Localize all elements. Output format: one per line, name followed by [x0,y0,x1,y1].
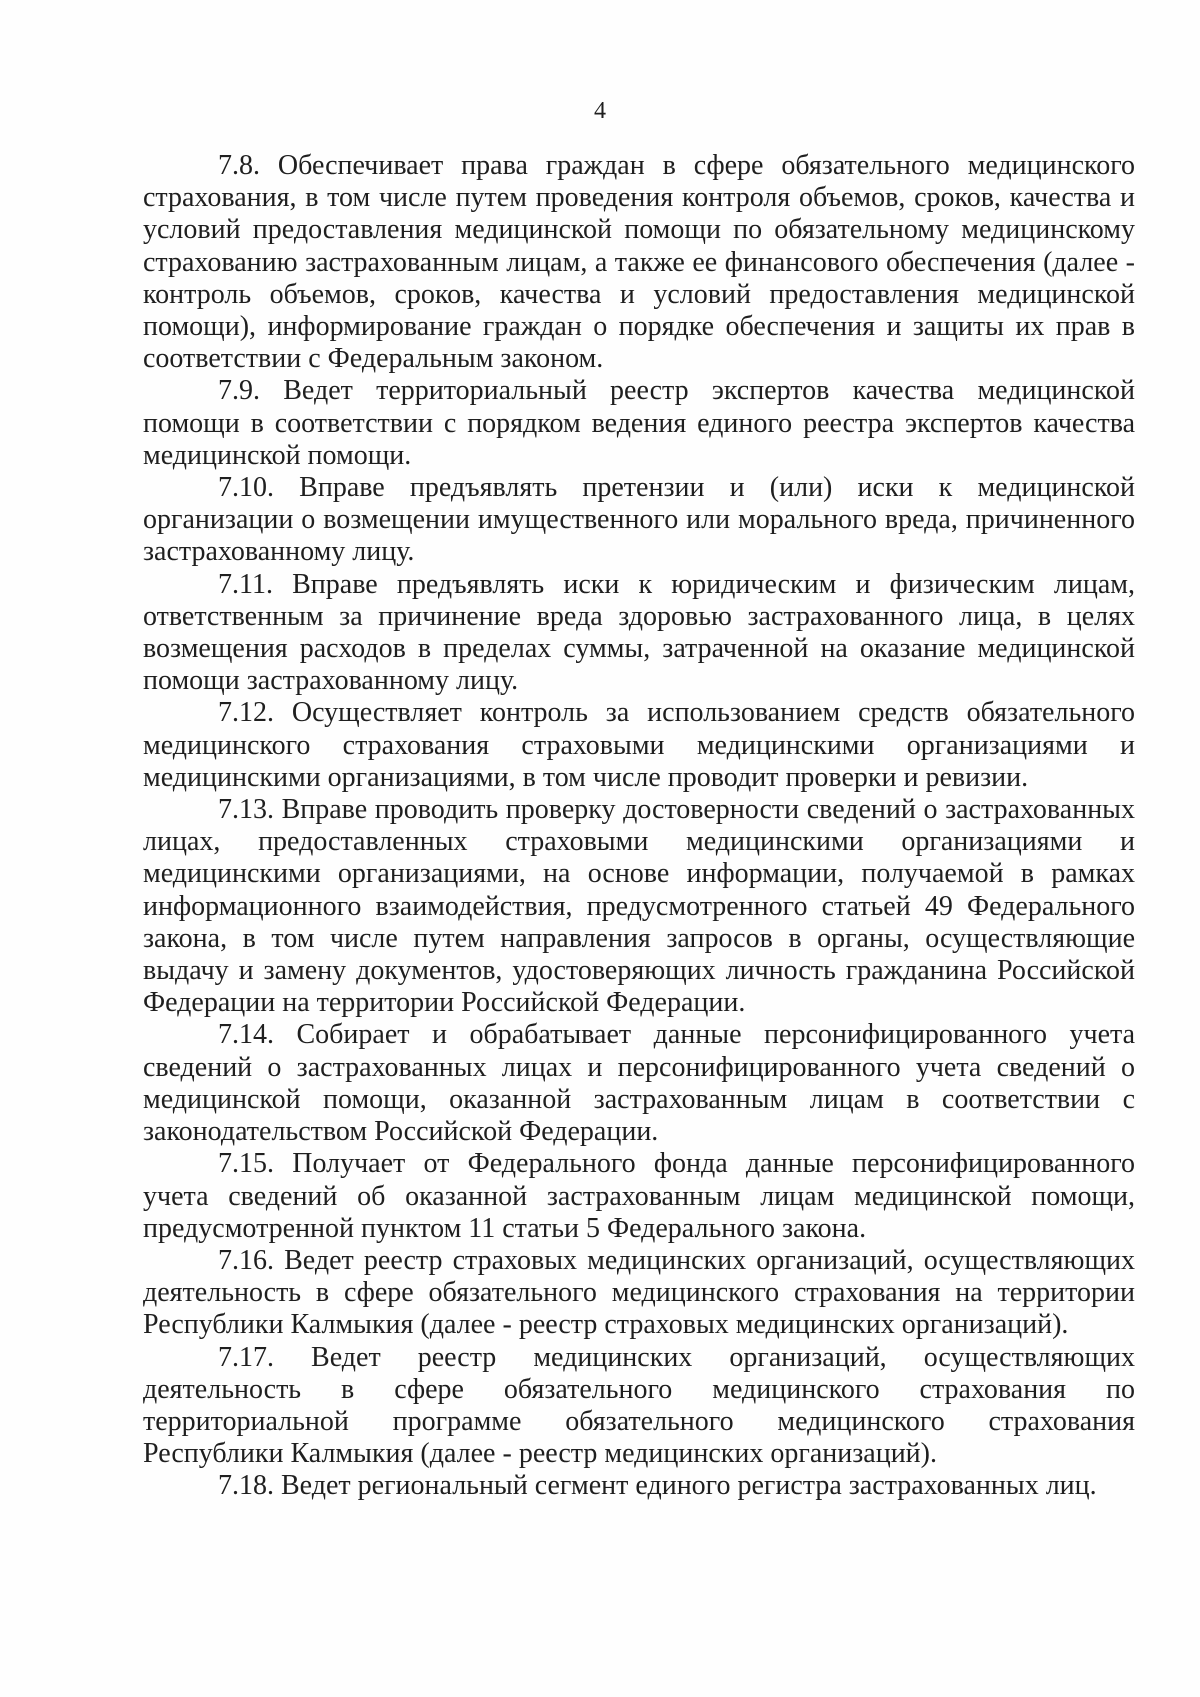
paragraph-7-11: 7.11. Вправе предъявлять иски к юридическим и физическим лицам, ответственным за причинение вреда здоровью застрахованного лица, в целях возмещения расходов в пределах суммы, затраченной на оказание медицинской помощи застрахованному лицу. [143,568,1135,697]
paragraph-7-15: 7.15. Получает от Федерального фонда данные персонифицированного учета сведений об оказанной застрахованным лицам медицинской помощи, предусмотренной пунктом 11 статьи 5 Федерального закона. [143,1148,1135,1244]
paragraph-7-9: 7.9. Ведет территориальный реестр экспертов качества медицинской помощи в соответствии с порядком ведения единого реестра экспертов качества медицинской помощи. [143,375,1135,471]
paragraph-7-16: 7.16. Ведет реестр страховых медицинских организаций, осуществляющих деятельность в сфере обязательного медицинского страхования на территории Республики Калмыкия (далее - реестр страховых медицинских организаций). [143,1244,1135,1341]
paragraph-7-13: 7.13. Вправе проводить проверку достоверности сведений о застрахованных лицах, предоставленных страховыми медицинскими организациями и медицинскими организациями, на основе информации, получаемой в рамках информационного взаимодействия, предусмотренного статьей 49 Федерального закона, в том числе путем направления запросов в органы, осуществляющие выдачу и замену документов, удостоверяющих личность гражданина Российской Федерации на территории Российской Федерации. [143,794,1135,1019]
document-body [143,150,1135,1503]
page-number: 4 [594,98,606,124]
paragraph-7-12: 7.12. Осуществляет контроль за использованием средств обязательного медицинского страхования страховыми медицинскими организациями и медицинскими организациями, в том числе проводит проверки и ревизии. [143,697,1135,793]
paragraph-7-18: 7.18. Ведет региональный сегмент единого регистра застрахованных лиц. [218,1470,1097,1502]
paragraph-7-17: 7.17. Ведет реестр медицинских организаций, осуществляющих деятельность в сфере обязательного медицинского страхования по территориальной программе обязательного медицинского страхования Республики Калмыкия (далее - реестр медицинских организаций). [143,1341,1135,1470]
paragraph-7-8: 7.8. Обеспечивает права граждан в сфере обязательного медицинского страхования, в том числе путем проведения контроля объемов, сроков, качества и условий предоставления медицинской помощи по обязательному медицинскому страхованию застрахованным лицам, а также ее финансового обеспечения (далее - контроль объемов, сроков, качества и условий предоставления медицинской помощи), информирование граждан о порядке обеспечения и защиты их прав в соответствии с Федеральным законом. [143,150,1135,375]
paragraph-7-10: 7.10. Вправе предъявлять претензии и (или) иски к медицинской организации о возмещении имущественного или морального вреда, причиненного застрахованному лицу. [143,472,1135,568]
paragraph-7-14: 7.14. Собирает и обрабатывает данные персонифицированного учета сведений о застрахованных лицах и персонифицированного учета сведений о медицинской помощи, оказанной застрахованным лицам в соответствии с законодательством Российской Федерации. [143,1019,1135,1148]
